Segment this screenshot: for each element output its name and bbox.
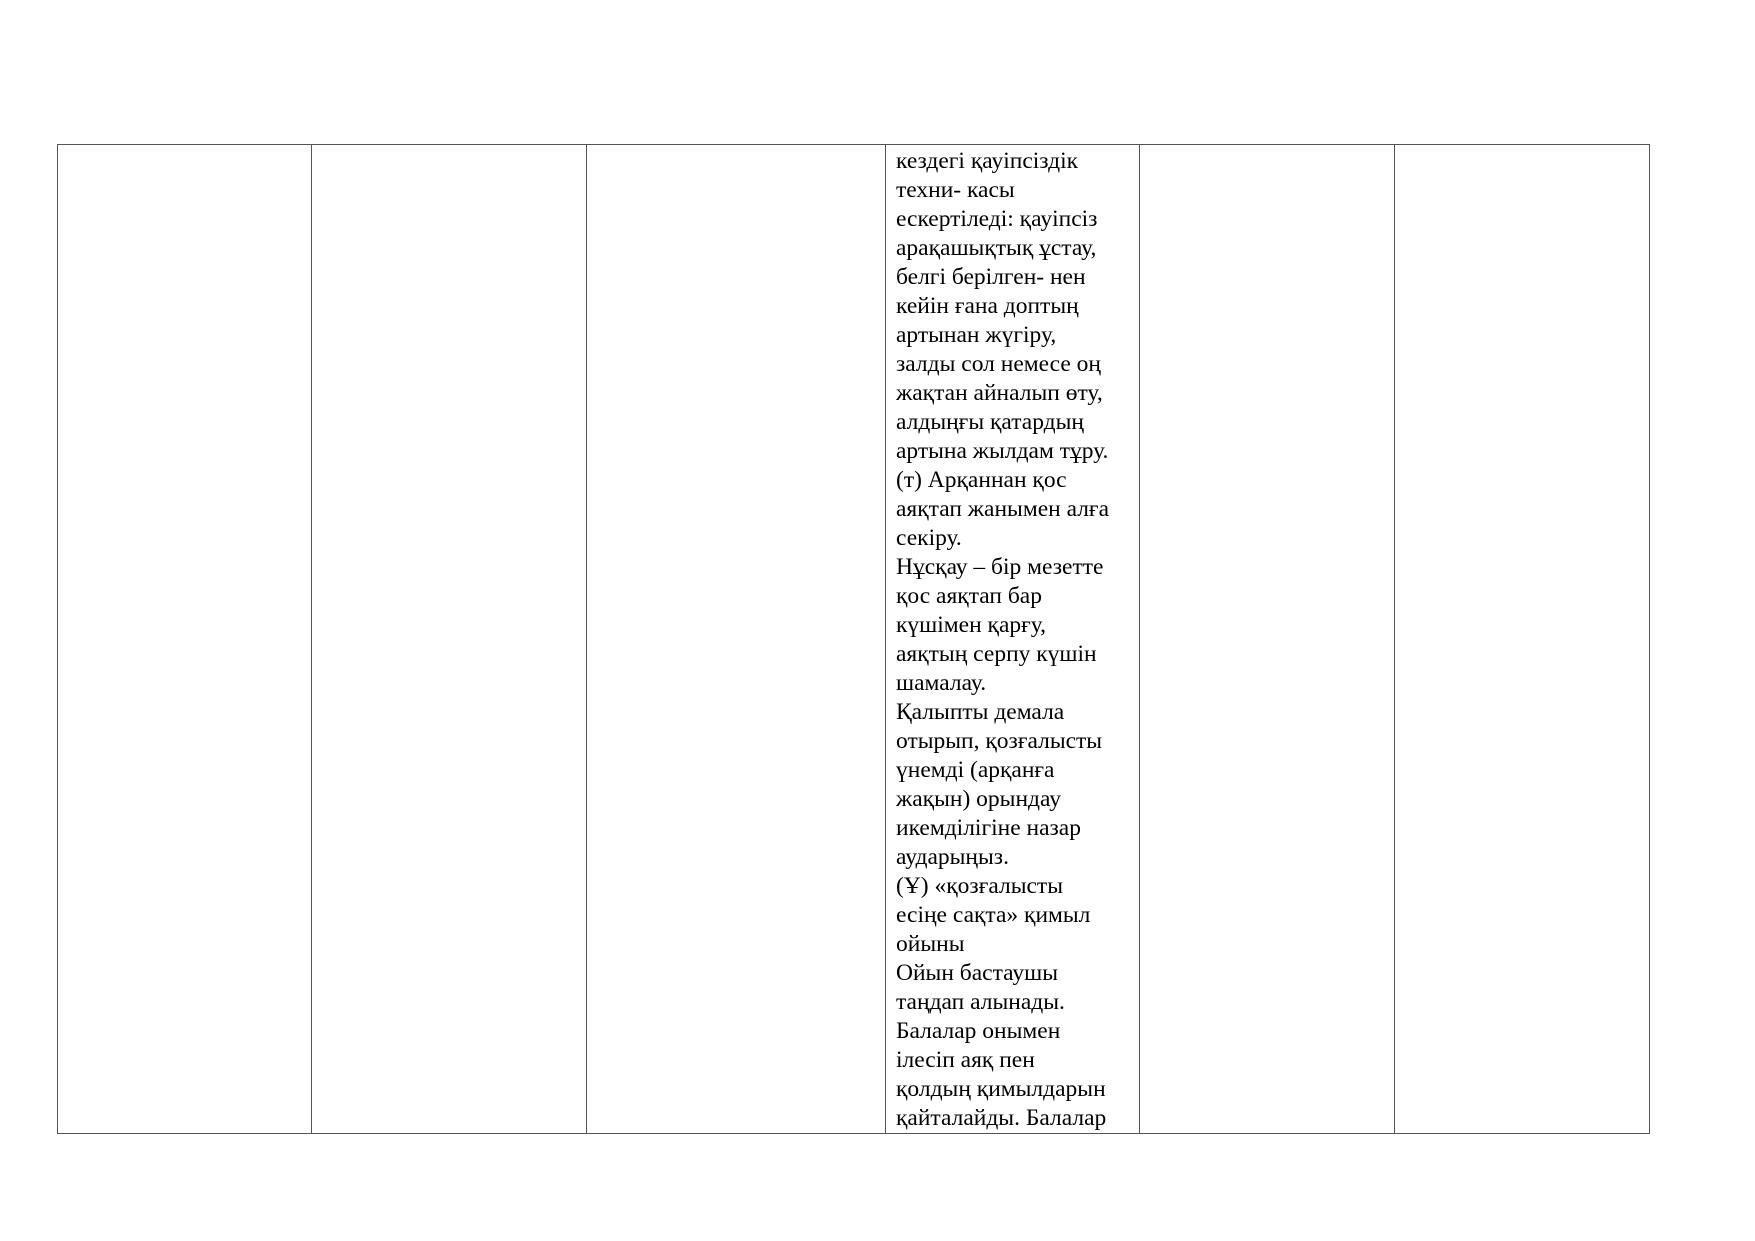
cell-text-6: [1395, 145, 1649, 147]
table-cell-2: [312, 145, 587, 1134]
cell-text-1: [58, 145, 311, 147]
cell-text-5: [1140, 145, 1394, 147]
table-cell-6: [1395, 145, 1650, 1134]
table-cell-5: [1140, 145, 1395, 1134]
table-cell-4: [886, 145, 1140, 1134]
lesson-plan-table: [57, 144, 1650, 1134]
table-row: [58, 145, 1650, 1134]
cell-text-3: [587, 145, 885, 147]
activity-description-text: кездегі қауіпсіздік техни- касы ескертіледі: қауіпсіз арақашықтық ұстау, белгі берілген- нен кейін ғана доптың артынан жүгіру, залды сол немесе оң жақтан айналып өту, алдыңғы қатардың артына жылдам тұру. (т) Арқаннан қос аяқтап жанымен алға секіру. Нұсқау – бір мезетте қос аяқтап бар күшімен қарғу, аяқтың серпу күшін шамалау. Қалыпты демала отырып, қозғалысты үнемді (арқанға жақын) орындау икемділігіне назар аударыңыз. (Ұ) «қозғалысты есіңе сақта» қимыл ойыны Ойын бастаушы таңдап алынады. Балалар онымен ілесіп аяқ пен қолдың қимылдарын қайталайды. Балалар: [896, 148, 1110, 1131]
cell-text-2: [312, 145, 586, 147]
table-cell-3: [587, 145, 886, 1134]
table-cell-1: [58, 145, 312, 1134]
